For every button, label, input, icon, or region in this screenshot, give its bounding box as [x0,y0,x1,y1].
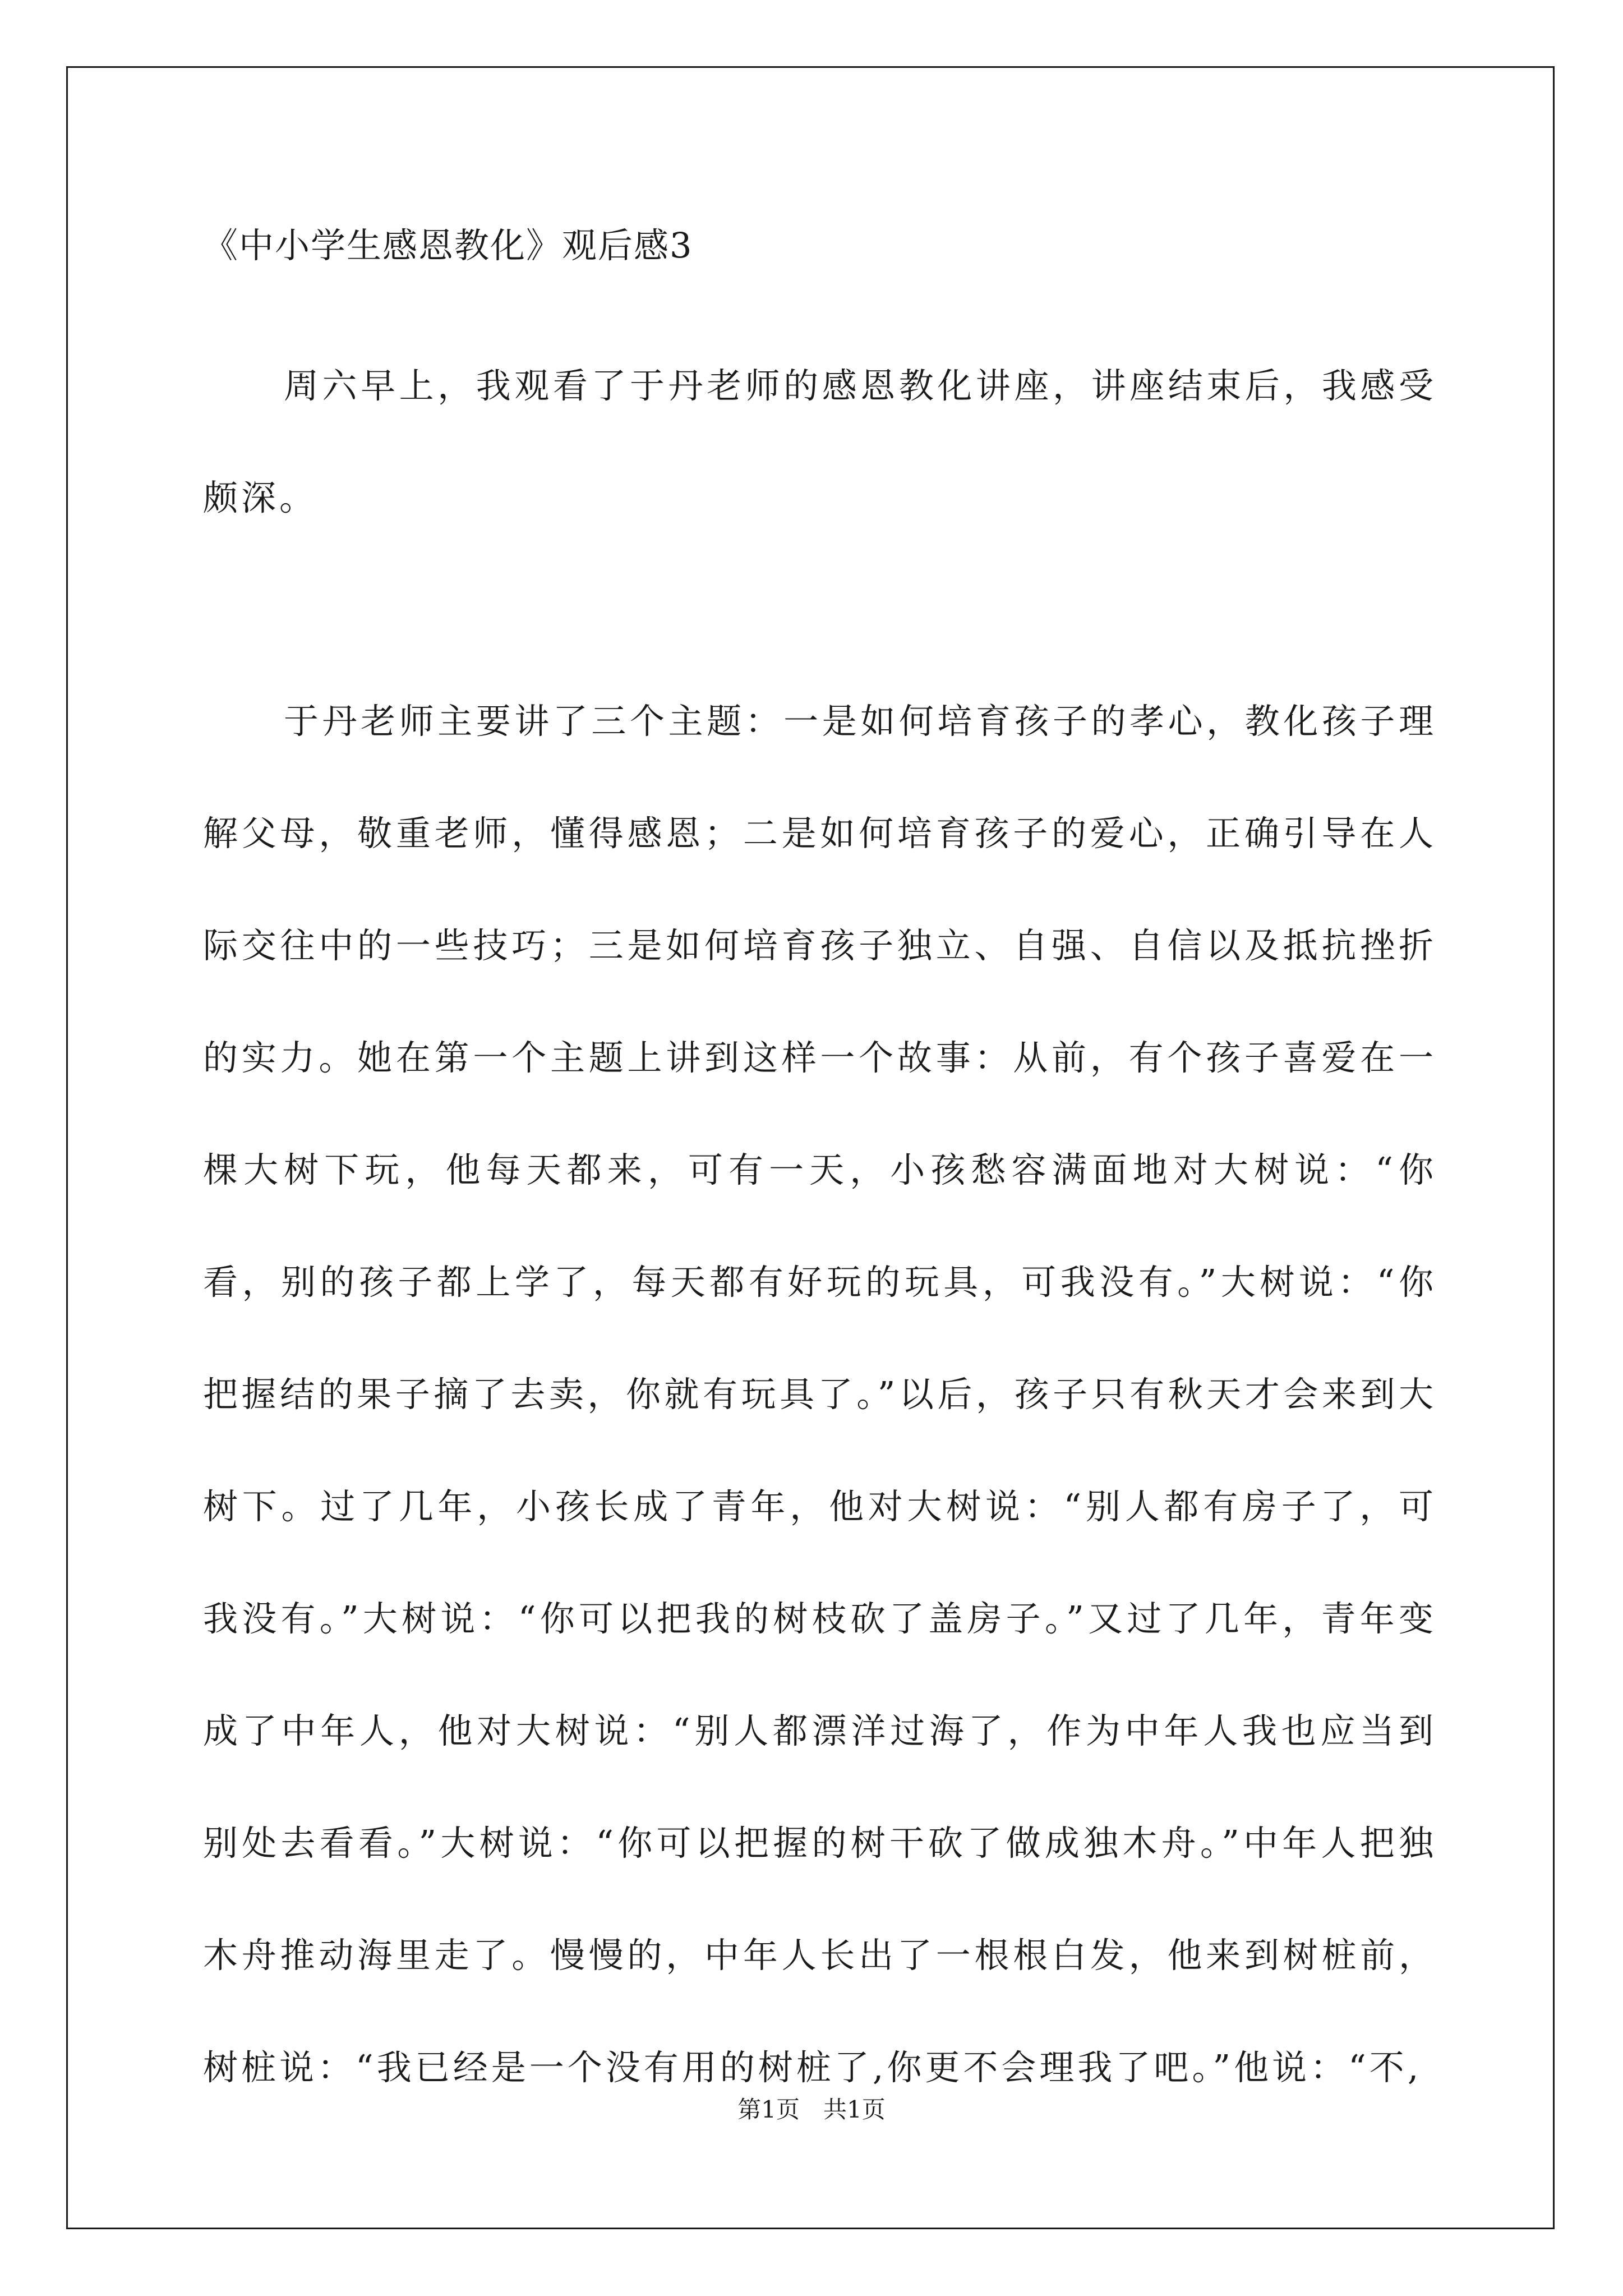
document-body [203,330,1437,2124]
page-number-footer: 第1页 共1页 [737,2096,886,2123]
paragraph-story: 于丹老师主要讲了三个主题：一是如何培育孩子的孝心，教化孩子理解父母，敬重老师，懂得感恩；二是如何培育孩子的爱心，正确引导在人际交往中的一些技巧；三是如何培育孩子独立、自强、自信以及抵抗挫折的实力。她在第一个主题上讲到这样一个故事：从前，有个孩子喜爱在一棵大树下玩，他每天都来，可有一天，小孩愁容满面地对大树说：“你看，别的孩子都上学了，每天都有好玩的玩具，可我没有。”大树说：“你把握结的果子摘了去卖，你就有玩具了。”以后，孩子只有秋天才会来到大树下。过了几年，小孩长成了青年，他对大树说：“别人都有房子了，可我没有。”大树说：“你可以把我的树枝砍了盖房子。”又过了几年，青年变成了中年人，他对大树说：“别人都漂洋过海了，作为中年人我也应当到别处去看看。”大树说：“你可以把握的树干砍了做成独木舟。”中年人把独木舟推动海里走了。慢慢的，中年人长出了一根根白发，他来到树桩前，树桩说：“我已经是一个没有用的树桩了,你更不会理我了吧。”他说：“不, [203,701,1437,2088]
document-title: 《中小学生感恩教化》观后感3 [203,225,693,266]
paragraph-intro: 周六早上，我观看了于丹老师的感恩教化讲座，讲座结束后，我感受颇深。 [203,365,1437,518]
